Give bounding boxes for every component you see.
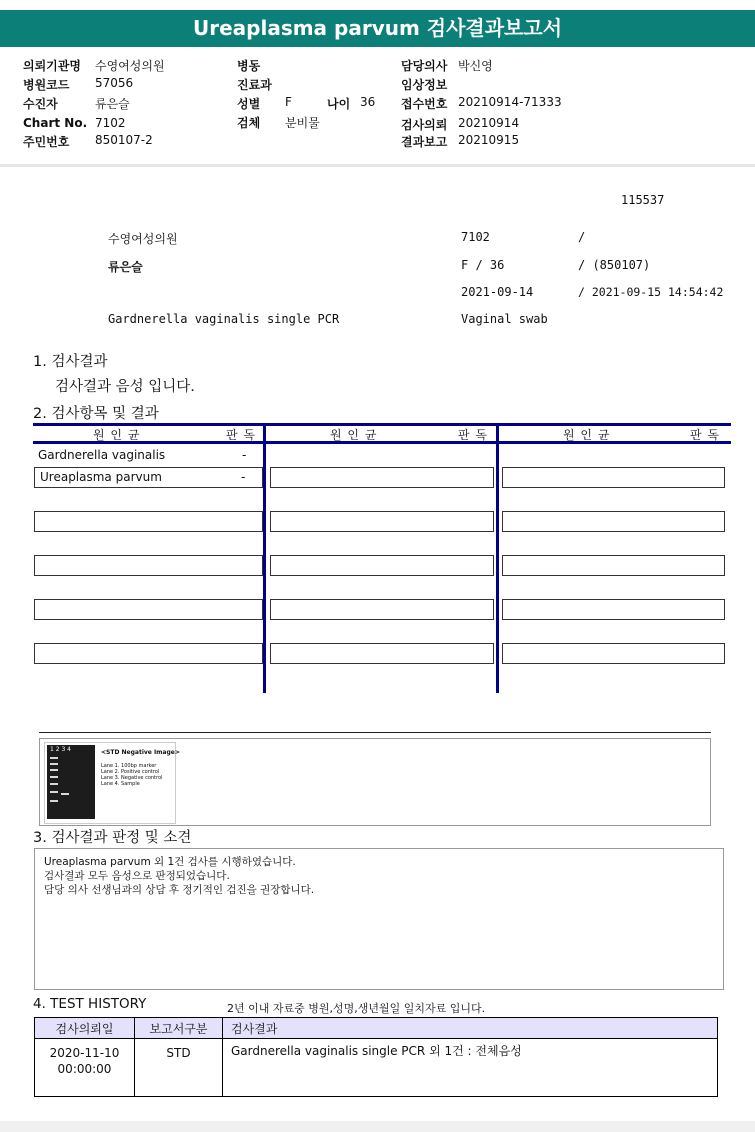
result-row-1-value: - (242, 448, 247, 462)
empty-cell (502, 511, 725, 532)
ward-label: 병동 (237, 59, 261, 73)
result-row-1-name: Gardnerella vaginalis (38, 448, 166, 462)
history-row (35, 1039, 718, 1097)
report-slash: / (578, 230, 586, 244)
result-row-2 (34, 467, 263, 488)
clinical-label: 임상정보 (401, 78, 448, 92)
gel-top-rule (39, 732, 711, 733)
patient-label: 수진자 (23, 97, 58, 111)
gel-legend-item: Lane 1. 100bp marker (101, 763, 157, 769)
empty-cell (34, 599, 263, 620)
empty-cell (502, 555, 725, 576)
hospital-code-value: 57056 (95, 76, 134, 90)
institution-row (23, 57, 81, 74)
report-chart-no: 7102 (461, 230, 490, 244)
report-datetime: / 2021-09-15 14:54:42 (578, 285, 724, 299)
empty-cell (502, 467, 725, 488)
report-patient: 류은슬 (108, 260, 143, 274)
gel-legend (101, 763, 162, 787)
section1-title: 1. 검사결과 (33, 354, 108, 370)
hospital-code-label: 병원코드 (23, 78, 70, 92)
col-judgment-2: 판 독 (458, 428, 488, 442)
empty-cell (34, 511, 263, 532)
gel-legend-item: Lane 3. Negative control (101, 775, 163, 781)
institution-label: 의뢰기관명 (23, 59, 81, 73)
history-date-cell (35, 1039, 135, 1097)
report-code: 115537 (621, 193, 665, 207)
report-specimen: Vaginal swab (461, 312, 548, 326)
institution-value: 수영여성의원 (95, 59, 165, 73)
opinion-line-3: 담당 의사 선생님과의 상담 후 정기적인 검진을 권장합니다. (44, 884, 315, 896)
empty-cell (34, 555, 263, 576)
table-divider-1 (263, 423, 266, 693)
gel-photo (47, 745, 95, 819)
receipt-value: 20210914-71333 (458, 95, 562, 109)
request-label: 검사의뢰 (401, 118, 448, 132)
empty-cell (34, 643, 263, 664)
gel-title: <STD Negative Image> (101, 749, 180, 756)
age-value: 36 (360, 95, 376, 109)
report-label: 결과보고 (401, 135, 448, 149)
col-organism-3: 원 인 균 (563, 428, 611, 442)
history-type: STD (135, 1039, 223, 1097)
col-organism-1: 원 인 균 (93, 428, 141, 442)
result-row-2-value: - (241, 470, 246, 484)
history-note: 2년 이내 자료중 병원,성명,생년월일 일치자료 입니다. (227, 1002, 486, 1015)
report-test-name: Gardnerella vaginalis single PCR (108, 312, 340, 326)
col-judgment-1: 판 독 (226, 428, 256, 442)
report-birth: / (850107) (578, 258, 651, 272)
header-divider (0, 164, 755, 167)
opinion-line-2: 검사결과 모두 음성으로 판정되었습니다. (44, 870, 230, 882)
section3-title: 3. 검사결과 판정 및 소견 (33, 830, 192, 846)
report-sex-age: F / 36 (461, 258, 505, 272)
chart-label: Chart No. (23, 116, 88, 130)
report-title: Ureaplasma parvum 검사결과보고서 (0, 10, 755, 47)
gel-lane-numbers: 1 2 3 4 (50, 746, 71, 753)
history-col-result: 검사결과 (223, 1018, 718, 1039)
empty-cell (270, 511, 494, 532)
history-col-date: 검사의뢰일 (35, 1018, 135, 1039)
history-date: 2020-11-10 (49, 1046, 120, 1060)
history-col-type: 보고서구분 (135, 1018, 223, 1039)
col-judgment-3: 판 독 (690, 428, 720, 442)
age-label: 나이 (327, 97, 351, 111)
specimen-label: 검체 (237, 116, 261, 130)
gel-legend-item: Lane 4. Sample (101, 781, 140, 787)
receipt-label: 접수번호 (401, 97, 448, 111)
rrn-value: 850107-2 (95, 133, 153, 147)
dept-label: 진료과 (237, 78, 272, 92)
opinion-box (34, 848, 724, 990)
empty-cell (270, 599, 494, 620)
table-divider-2 (496, 423, 499, 693)
history-table (34, 1017, 718, 1097)
empty-cell (502, 599, 725, 620)
opinion-line-1: Ureaplasma parvum 외 1건 검사를 시행하였습니다. (44, 856, 296, 868)
sex-label: 성별 (237, 97, 261, 111)
sex-value: F (285, 95, 292, 109)
empty-cell (270, 467, 494, 488)
gel-legend-item: Lane 2. Positive control (101, 769, 160, 775)
empty-cell (270, 555, 494, 576)
patient-value: 류은슬 (95, 97, 130, 111)
doctor-value: 박신영 (458, 59, 493, 73)
gel-figure (44, 742, 180, 824)
request-value: 20210914 (458, 116, 520, 130)
report-value: 20210915 (458, 133, 520, 147)
chart-value: 7102 (95, 116, 126, 130)
history-time: 00:00:00 (57, 1062, 112, 1076)
section1-text: 검사결과 음성 입니다. (55, 379, 195, 395)
report-request-date: 2021-09-14 (461, 285, 534, 299)
report-clinic: 수영여성의원 (108, 232, 178, 246)
footer-bar (0, 1121, 755, 1132)
doctor-label: 담당의사 (401, 59, 448, 73)
section2-title: 2. 검사항목 및 결과 (33, 406, 159, 422)
result-row-2-name: Ureaplasma parvum (40, 470, 162, 484)
specimen-value: 분비물 (285, 116, 320, 130)
rrn-label: 주민번호 (23, 135, 70, 149)
empty-cell (270, 643, 494, 664)
section4-title: 4. TEST HISTORY (33, 996, 147, 1012)
col-organism-2: 원 인 균 (330, 428, 378, 442)
empty-cell (502, 643, 725, 664)
history-result: Gardnerella vaginalis single PCR 외 1건 : 전체음성 (223, 1039, 718, 1097)
